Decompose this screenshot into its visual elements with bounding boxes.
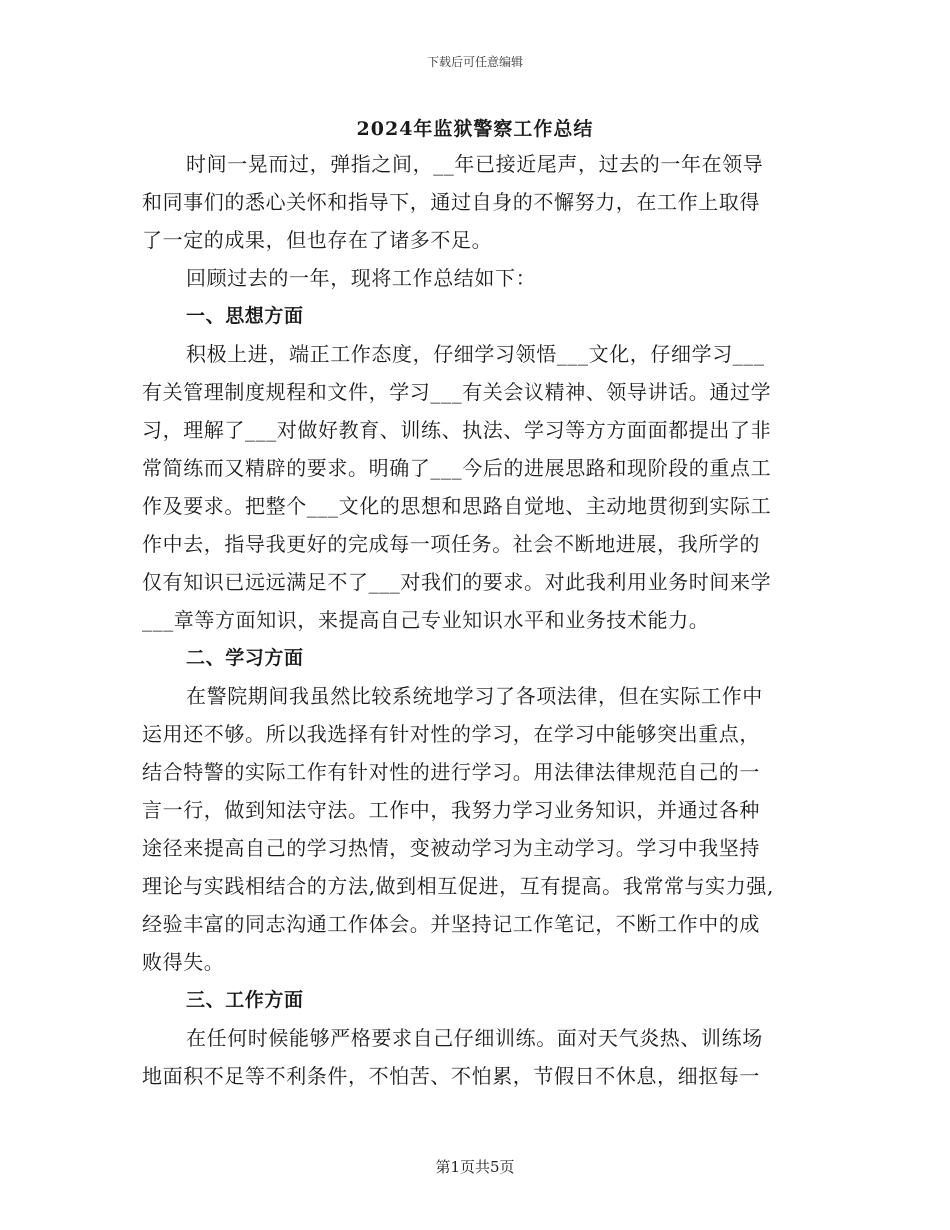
paragraph-line: 在任何时候能够严格要求自己仔细训练。面对天气炎热、训练场 — [186, 1026, 763, 1050]
paragraph-line: 习，理解了___对做好教育、训练、执法、学习等方方面面都提出了非 — [142, 418, 772, 442]
paragraph-line: 地面积不足等不利条件，不怕苦、不怕累，节假日不休息，细抠每一 — [142, 1064, 760, 1088]
paragraph-line: 积极上进，端正工作态度，仔细学习领悟___文化，仔细学习___ — [186, 342, 765, 366]
page-footer: 第1页共5页 — [435, 1158, 515, 1176]
document-title: 2024年监狱警察工作总结 — [356, 118, 594, 140]
paragraph-line: ___章等方面知识，来提高自己专业知识水平和业务技术能力。 — [142, 608, 710, 632]
paragraph-line: 理论与实践相结合的方法,做到相互促进，互有提高。我常常与实力强, — [142, 874, 774, 898]
paragraph-line: 言一行，做到知法守法。工作中，我努力学习业务知识，并通过各种 — [142, 798, 760, 822]
paragraph-line: 经验丰富的同志沟通工作体会。并坚持记工作笔记，不断工作中的成 — [142, 912, 760, 936]
paragraph-line: 作及要求。把整个___文化的思想和思路自觉地、主动地贯彻到实际工 — [142, 494, 772, 518]
paragraph-line: 仅有知识已远远满足不了___对我们的要求。对此我利用业务时间来学 — [142, 570, 772, 594]
document-body — [142, 145, 818, 1095]
section-heading: 一、思想方面 — [186, 305, 304, 327]
paragraph-line: 时间一晃而过，弹指之间，__年已接近尾声，过去的一年在领导 — [186, 152, 764, 176]
section-heading: 三、工作方面 — [186, 989, 304, 1011]
header-note: 下载后可任意编辑 — [426, 55, 523, 69]
paragraph-line: 在警院期间我虽然比较系统地学习了各项法律，但在实际工作中 — [186, 684, 763, 708]
paragraph-line: 作中去，指导我更好的完成每一项任务。社会不断地进展，我所学的 — [142, 532, 760, 556]
paragraph-line: 常简练而又精辟的要求。明确了___今后的进展思路和现阶段的重点工 — [142, 456, 772, 480]
section-heading: 二、学习方面 — [186, 647, 304, 669]
paragraph-line: 途径来提高自己的学习热情，变被动学习为主动学习。学习中我坚持 — [142, 836, 760, 860]
paragraph-line: 和同事们的悉心关怀和指导下，通过自身的不懈努力，在工作上取得 — [142, 190, 760, 214]
paragraph-line: 运用还不够。所以我选择有针对性的学习，在学习中能够突出重点， — [142, 722, 760, 746]
paragraph-line: 了一定的成果，但也存在了诸多不足。 — [142, 228, 493, 252]
paragraph-line: 有关管理制度规程和文件，学习___有关会议精神、领导讲话。通过学 — [142, 380, 772, 404]
paragraph-line: 结合特警的实际工作有针对性的进行学习。用法律法律规范自己的一 — [142, 760, 760, 784]
paragraph-line: 败得失。 — [142, 950, 225, 974]
paragraph-line: 回顾过去的一年，现将工作总结如下： — [186, 266, 537, 290]
